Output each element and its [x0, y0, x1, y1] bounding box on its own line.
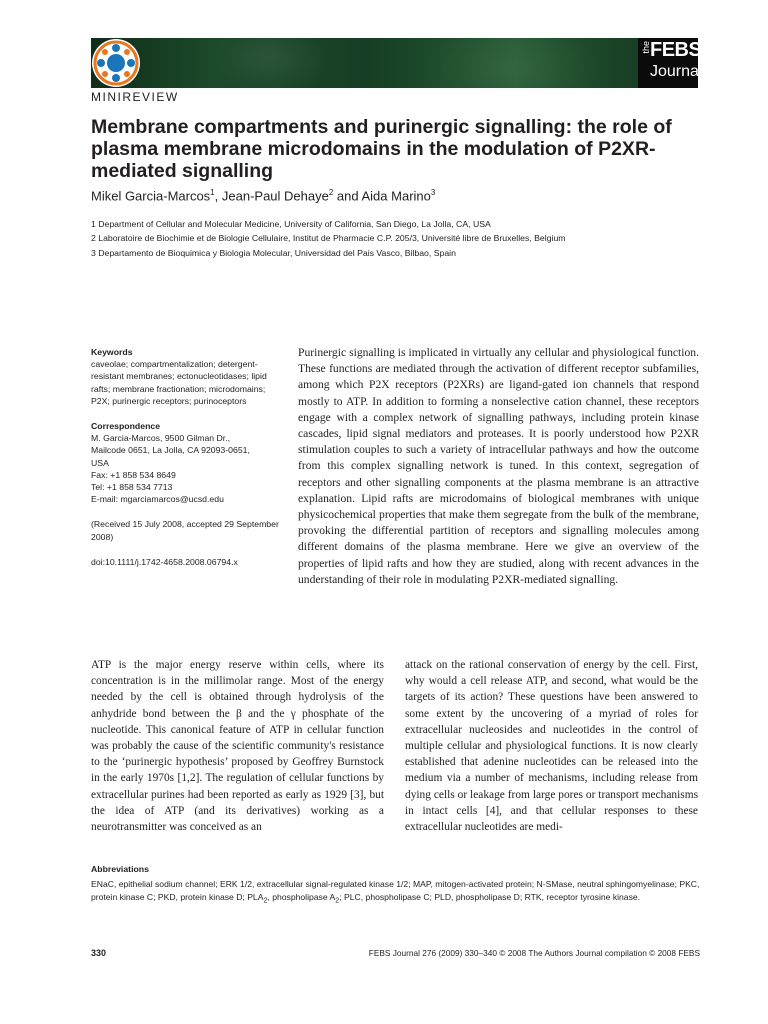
article-title: Membrane compartments and purinergic signalling: the role of plasma membrane microdomains in the modulation of P2XR-mediated signalling	[91, 116, 672, 182]
affiliation-2: 2 Laboratoire de Biochimie et de Biologie Cellulaire, Institut de Pharmacie C.P. 205/3, Université libre de Bruxelles, Belgium	[91, 233, 566, 244]
correspondence-line: USA	[91, 457, 109, 468]
correspondence-email[interactable]: E-mail: mgarciamarcos@ucsd.edu	[91, 494, 224, 505]
correspondence-tel: Tel: +1 858 534 7713	[91, 482, 173, 493]
correspondence-fax: Fax: +1 858 534 8649	[91, 469, 176, 480]
header-banner	[91, 38, 703, 88]
author-name: Mikel Garcia-Marcos	[91, 188, 211, 204]
author-separator: and	[333, 188, 362, 204]
abbreviations-text: ENaC, epithelial sodium channel; ERK 1/2, extracellular signal-regulated kinase 1/2; MAP, mitogen-activated protein; N-SMase, neutral sphingomyelinase; PKC, protein kinase C; PKD, protein kinase D; $PLA_2$, phospholipase $A_2$; PLC, phospholipase C; PLD, phospholipase D; RTK, receptor tyrosine kinase.	[91, 879, 700, 906]
logo-febs-text: FEBS	[650, 39, 702, 61]
author-affiliation-marker: 3	[430, 188, 436, 197]
affiliation-list	[91, 217, 711, 260]
article-info-sidebar	[91, 346, 281, 568]
logo-the-text: the	[641, 41, 651, 54]
febs-journal-logo	[638, 38, 703, 88]
abstract: Purinergic signalling is implicated in virtually any cellular and physiological function. These functions are mediated through the activation of different receptor subfamilies, among which P2X receptors (P2XRs) are ligand-gated ion channels that respond mostly to ATP. In addition to forming a nonselective cation channel, these receptors engage with a complex network of signalling pathways, including protein kinase cascades, lipid signal mediators and proteases. It is poorly understood how P2XR stimulation couples to such a variety of intracellular pathways and how the outcome from this complex signalling network is tuned. In this context, segregation of receptors and other signalling components at the plasma membrane is an attractive explanation. Lipid rafts are microdomains of biological membranes with unique physicochemical properties that make them segregate from the bulk of the membrane, provoking the differential partition of receptors and signalling molecules among different domains of the plasma membrane. Here we give an overview of the properties of lipid rafts and how they are studied, along with recent advances in the understanding of their role in modulating P2XR-mediated signalling.	[298, 346, 699, 586]
affiliation-3: 3 Departamento de Bioquimica y Biologia Molecular, Universidad del Pais Vasco, Bilbao, Spain	[91, 247, 456, 258]
body-column-right: attack on the rational conservation of energy by the cell. First, why would a cell release ATP, and second, what would be the targets of its action? These questions have been answered to some extent by the uncovering of a myriad of roles for extracellular nucleosides and nucleotides in the control of multiple cellular and physiological functions. It is now clearly established that adenine nucleotides can be released into the medium via a number of mechanisms, including release from dying cells or leakage from large pores or transport mechanisms in intact cells [4], and that cellular responses to these extracellular nucleotides are medi-	[405, 659, 698, 834]
footer-citation: FEBS Journal 276 (2009) 330–340 © 2008 The Authors Journal compilation © 2008 FEBS	[368, 948, 700, 958]
page-number: 330	[91, 948, 107, 958]
correspondence-heading: Correspondence	[91, 421, 161, 432]
correspondence-line: Mailcode 0651, La Jolla, CA 92093-0651,	[91, 445, 250, 456]
doi-link[interactable]: doi:10.1111/j.1742-4658.2008.06794.x	[91, 556, 238, 567]
author-name: Jean-Paul Dehaye	[221, 188, 329, 204]
author-name: Aida Marino	[361, 188, 431, 204]
article-type: MINIREVIEW	[91, 90, 179, 104]
author-separator: ,	[214, 188, 222, 204]
febs-emblem-icon	[91, 38, 141, 88]
logo-journal-text: Journal	[650, 63, 703, 80]
body-column-left: ATP is the major energy reserve within cells, where its concentration is in the millimolar range. Most of the energy needed by the cell is obtained through hydrolysis of the anhydride bond between the β and the γ phosphate of the nucleotide. This canonical feature of ATP in cellular function was probably the cause of the scientific community's resistance to the ‘purinergic hypothesis’ proposed by Geoffrey Burnstock in the early 1970s [1,2]. The regulation of cellular functions by extracellular purines had been reported as early as 1929 [3], but the idea of ATP (and its derivatives) working as a neurotransmitter was conceived as an	[91, 659, 384, 834]
keywords-heading: Keywords	[91, 347, 133, 357]
author-list	[91, 188, 435, 203]
affiliation-1: 1 Department of Cellular and Molecular Medicine, University of California, San Diego, La Jolla, CA, USA	[91, 219, 491, 229]
keywords-text: caveolae; compartmentalization; detergent-resistant membranes; ectonucleotidases; lipid rafts; membrane fractionation; microdomains; P2X; purinergic receptors; purinoceptors	[91, 359, 267, 406]
abbreviations-heading: Abbreviations	[91, 864, 149, 874]
received-dates: (Received 15 July 2008, accepted 29 September 2008)	[91, 519, 279, 542]
author-affiliation-marker: 2	[328, 188, 334, 197]
correspondence-line: M. Garcia-Marcos, 9500 Gilman Dr.,	[91, 433, 231, 444]
author-affiliation-marker: 1	[210, 188, 215, 197]
